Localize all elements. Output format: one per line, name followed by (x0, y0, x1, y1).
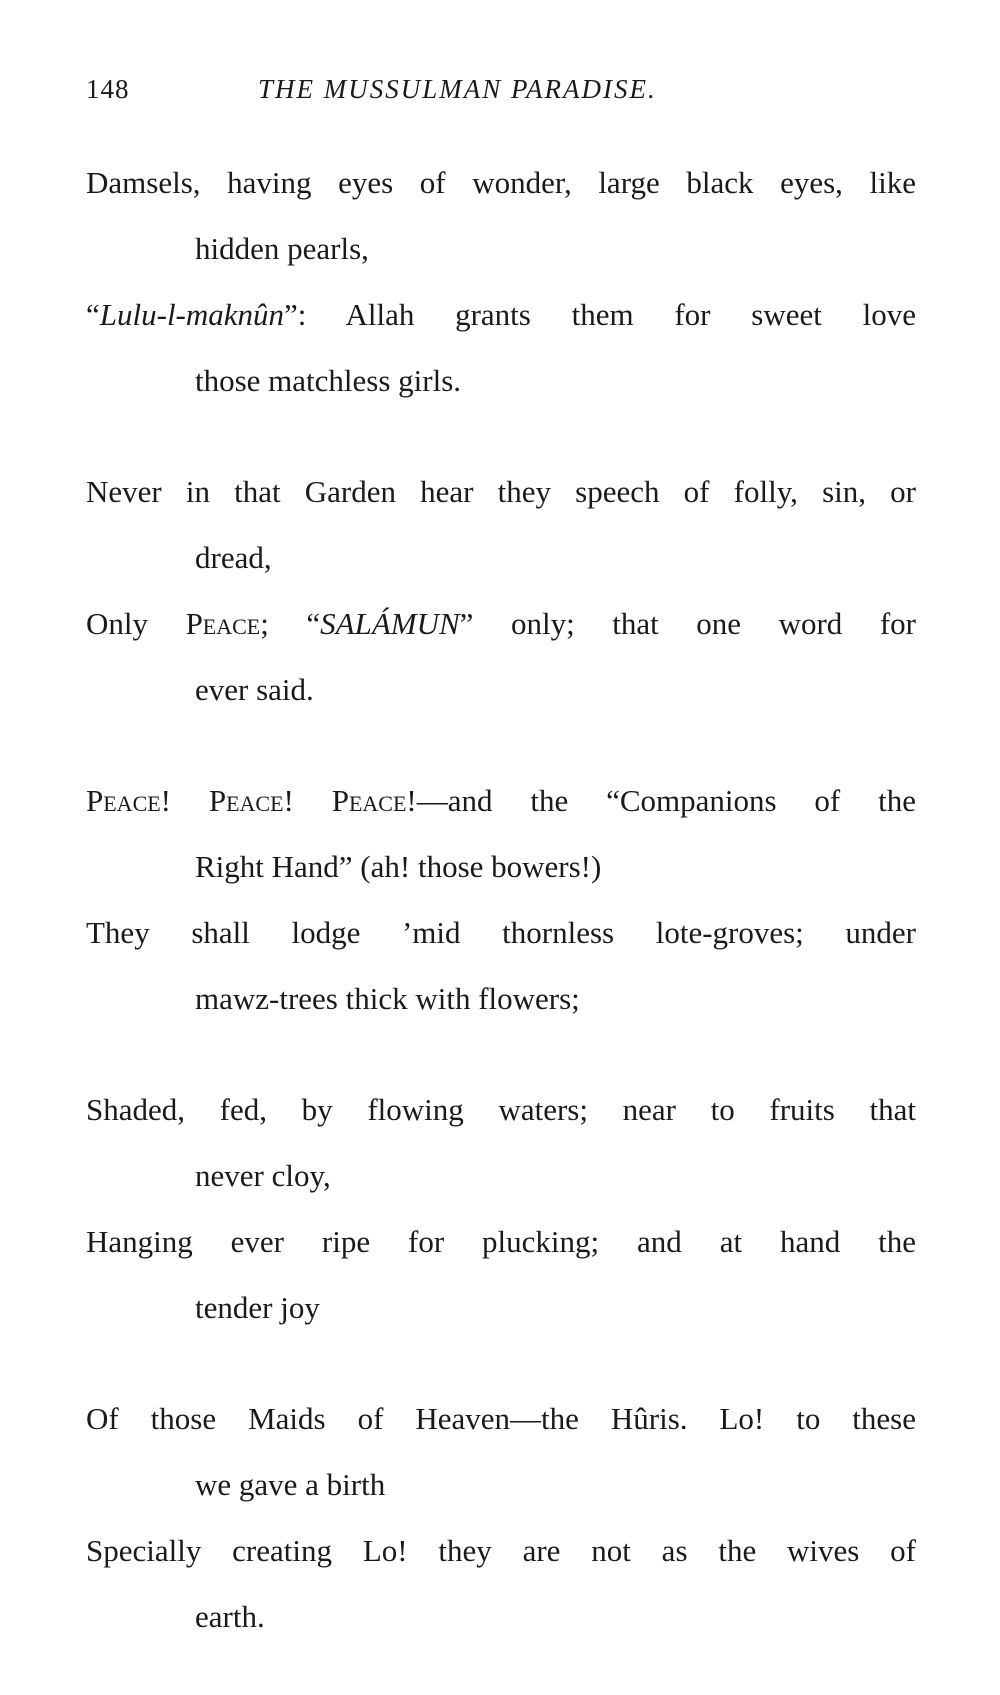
small-caps-word: Peace (185, 606, 261, 641)
verse-line: Peace! Peace! Peace!—and the “Companions of the (86, 783, 916, 818)
page-number: 148 (86, 74, 130, 104)
verse-line: “Lulu-l-maknûn”: Allah grants them for sweet love (86, 297, 916, 332)
verse (86, 591, 916, 723)
verse-continuation: dread, (195, 540, 272, 575)
arabic-phrase: Lulu-l-maknûn (99, 297, 285, 332)
verse-continuation: ever said. (195, 672, 314, 707)
verse-line: Only Peace; “SALÁMUN” only; that one word for (86, 606, 917, 641)
stanza (86, 1386, 916, 1650)
verse-line: Never in that Garden hear they speech of folly, sin, or (86, 474, 916, 509)
stanza (86, 459, 916, 723)
verse-continuation: never cloy, (195, 1158, 331, 1193)
verse-continuation: tender joy (195, 1290, 320, 1325)
verse (86, 768, 916, 900)
stanza (86, 1077, 916, 1341)
poem-text (86, 150, 916, 1695)
verse-line: Damsels, having eyes of wonder, large black eyes, like (86, 165, 916, 200)
verse (86, 900, 916, 1032)
page-header (86, 74, 916, 114)
stanza (86, 768, 916, 1032)
verse-continuation: those matchless girls. (195, 363, 462, 398)
verse (86, 459, 916, 591)
verse-continuation: hidden pearls, (195, 231, 369, 266)
verse-line: Shaded, fed, by flowing waters; near to fruits that (86, 1092, 916, 1127)
verse-continuation: earth. (195, 1599, 265, 1634)
verse-line: Of those Maids of Heaven—the Hûris. Lo! to these (86, 1401, 916, 1436)
verse-line: Hanging ever ripe for plucking; and at hand the (86, 1224, 916, 1259)
running-head: THE MUSSULMAN PARADISE. (258, 74, 657, 104)
verse-line: Specially creating Lo! they are not as the wives of (86, 1533, 916, 1568)
verse (86, 1518, 916, 1650)
verse-continuation: mawz-trees thick with flowers; (195, 981, 580, 1016)
verse (86, 150, 916, 282)
verse-continuation: we gave a birth (195, 1467, 386, 1502)
verse (86, 1386, 916, 1518)
stanza (86, 150, 916, 414)
small-caps-word: Peace! Peace! Peace! (86, 783, 417, 818)
verse (86, 1077, 916, 1209)
verse-line: They shall lodge ’mid thornless lote-groves; under (86, 915, 916, 950)
verse (86, 1209, 916, 1341)
verse-continuation: Right Hand” (ah! those bowers!) (195, 849, 602, 884)
arabic-phrase: SALÁMUN (320, 606, 460, 641)
verse (86, 282, 916, 414)
